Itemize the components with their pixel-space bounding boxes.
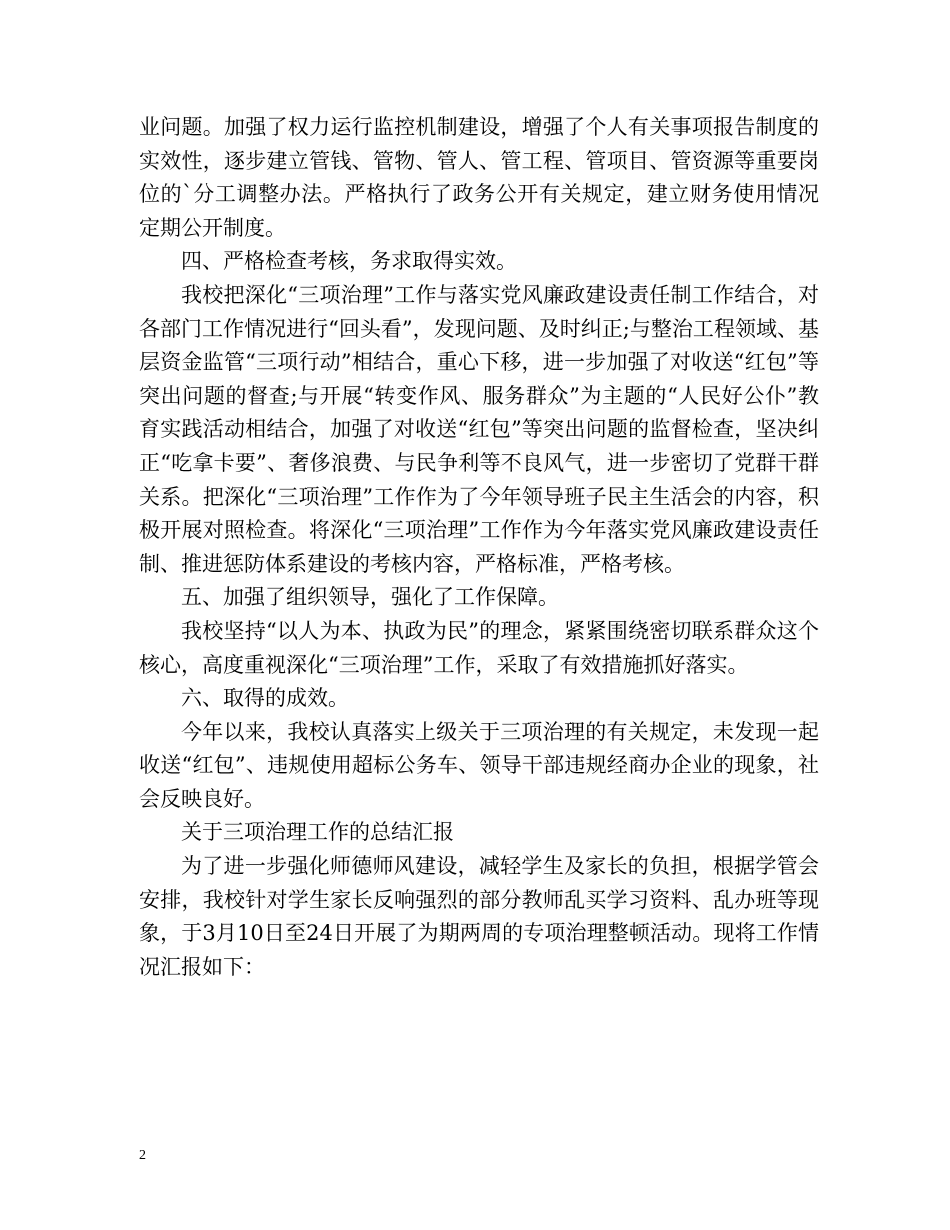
paragraph-5: 我校坚持“以人为本、执政为民”的理念，紧紧围绕密切联系群众这个核心，高度重视深化“三项治理”工作，采取了有效措施抓好落实。 bbox=[139, 618, 819, 677]
paragraph-1: 业问题。加强了权力运行监控机制建设，增强了个人有关事项报告制度的实效性，逐步建立管钱、管物、管人、管工程、管项目、管资源等重要岗位的`分工调整办法。严格执行了政务公开有关规定，建立财务使用情况定期公开制度。 bbox=[139, 115, 819, 240]
paragraph-3: 我校把深化“三项治理”工作与落实党风廉政建设责任制工作结合，对各部门工作情况进行“回头看”，发现问题、及时纠正;与整治工程领域、基层资金监管“三项行动”相结合，重心下移，进一步加强了对收送“红包”等突出问题的督查;与开展“转变作风、服务群众”为主题的“人民好公仆”教育实践活动相结合，加强了对收送“红包”等突出问题的监督检查，坚决纠正“吃拿卡要”、奢侈浪费、与民争利等不良风气，进一步密切了党群干群关系。把深化“三项治理”工作作为了今年领导班子民主生活会的内容，积极开展对照检查。将深化“三项治理”工作作为今年落实党风廉政建设责任制、推进惩防体系建设的考核内容，严格标准，严格考核。 bbox=[139, 282, 819, 576]
section-heading-5: 五、加强了组织领导，强化了工作保障。 bbox=[181, 585, 559, 610]
page-number: 2 bbox=[139, 1148, 146, 1163]
section-heading-4: 四、严格检查考核，务求取得实效。 bbox=[181, 249, 517, 274]
paragraph-7: 今年以来，我校认真落实上级关于三项治理的有关规定，未发现一起收送“红包”、违规使用超标公务车、领导干部违规经商办企业的现象，社会反映良好。 bbox=[139, 719, 819, 811]
report-title: 关于三项治理工作的总结汇报 bbox=[181, 820, 454, 845]
paragraph-9: 为了进一步强化师德师风建设，减轻学生及家长的负担，根据学管会安排，我校针对学生家长反响强烈的部分教师乱买学习资料、乱办班等现象，于3月10日至24日开展了为期两周的专项治理整顿活动。现将工作情况汇报如下： bbox=[139, 854, 819, 979]
section-heading-6: 六、取得的成效。 bbox=[181, 686, 349, 711]
document-body bbox=[139, 111, 819, 984]
